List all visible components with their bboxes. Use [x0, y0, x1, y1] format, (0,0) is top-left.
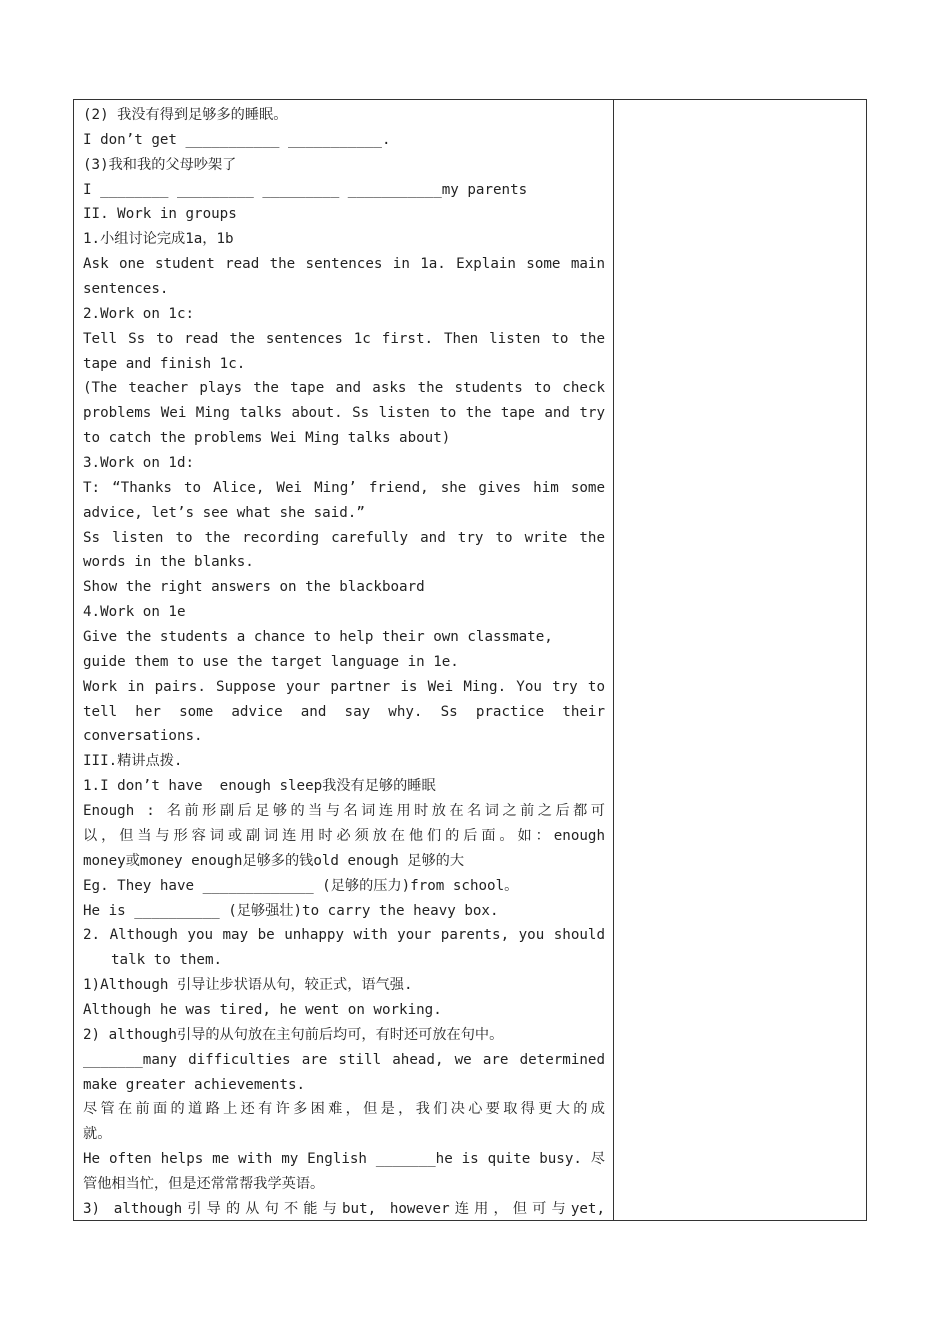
notes-cell — [614, 100, 866, 1220]
lesson-table — [73, 99, 867, 1221]
text-line: I don’t get ___________ ___________. — [83, 131, 391, 148]
text-line: (3)我和我的父母吵架了 — [83, 156, 237, 173]
text-line: 3) although引导的从句不能与but, however连用，但可与yet, — [83, 1200, 605, 1217]
text-line: Show the right answers on the blackboard — [83, 579, 425, 596]
text-line: words in the blanks. — [83, 554, 254, 571]
text-line: 以，但当与形容词或副词连用时必须放在他们的后面。如：enough — [83, 827, 605, 844]
text-line: advice, let’s see what she said.” — [83, 504, 365, 521]
text-line: 尽管在前面的道路上还有许多困难，但是，我们决心要取得更大的成 — [83, 1101, 605, 1118]
text-line: talk to them. — [111, 952, 223, 969]
text-line: 管他相当忙，但是还常常帮我学英语。 — [83, 1175, 325, 1192]
text-line: 1.小组讨论完成1a，1b — [83, 231, 234, 248]
text-line: Enough : 名前形副后足够的当与名词连用时放在名词之前之后都可 — [83, 803, 605, 820]
text-line: to catch the problems Wei Ming talks about) — [83, 430, 451, 447]
text-line: He often helps me with my English _______he is quite busy. 尽 — [83, 1151, 605, 1168]
text-line: Although he was tired, he went on working. — [83, 1001, 442, 1018]
text-line: tell her some advice and say why. Ss practice their — [83, 703, 605, 720]
text-line: Ss listen to the recording carefully and try to write the — [83, 529, 605, 546]
text-line: 2.Work on 1c: — [83, 305, 195, 322]
section-heading: III.精讲点拨. — [83, 753, 183, 770]
section-heading: II. Work in groups — [83, 206, 237, 223]
text-line: 3.Work on 1d: — [83, 455, 195, 472]
text-line: T: “Thanks to Alice, Wei Ming’ friend, she gives him some — [83, 479, 605, 496]
text-line: He is __________ (足够强壮)to carry the heavy box. — [83, 902, 499, 919]
text-line: Tell Ss to read the sentences 1c first. Then listen to the — [83, 330, 605, 347]
text-line: 1.I don’t have enough sleep我没有足够的睡眠 — [83, 778, 436, 795]
text-line: guide them to use the target language in 1e. — [83, 653, 459, 670]
text-line: 2) although引导的从句放在主句前后均可，有时还可放在句中。 — [83, 1026, 504, 1043]
text-line: Work in pairs. Suppose your partner is Wei Ming. You try to — [83, 678, 605, 695]
text-line: 1)Although 引导让步状语从句，较正式，语气强. — [83, 977, 413, 994]
text-line: make greater achievements. — [83, 1076, 306, 1093]
text-line: (2) 我没有得到足够多的睡眠。 — [83, 107, 288, 123]
text-line: 就。 — [83, 1126, 112, 1143]
text-line: I ________ _________ _________ ___________my parents — [83, 181, 528, 198]
text-line: _______many difficulties are still ahead, we are determined — [83, 1051, 605, 1068]
text-line: money或money enough足够多的钱old enough 足够的大 — [83, 852, 465, 869]
text-line: sentences. — [83, 281, 169, 298]
text-line: Ask one student read the sentences in 1a. Explain some main — [83, 256, 605, 273]
text-line: 2. Although you may be unhappy with your parents, you should — [83, 927, 605, 944]
text-line: Give the students a chance to help their own classmate, — [83, 629, 553, 646]
text-line: problems Wei Ming talks about. Ss listen to the tape and try — [83, 405, 605, 422]
lesson-content-cell — [74, 100, 614, 1220]
text-line: Eg. They have _____________ (足够的压力)from school。 — [83, 877, 519, 894]
text-line: tape and finish 1c. — [83, 355, 246, 372]
text-line: conversations. — [83, 728, 203, 745]
text-line: 4.Work on 1e — [83, 604, 186, 621]
text-line: (The teacher plays the tape and asks the students to check — [83, 380, 605, 397]
